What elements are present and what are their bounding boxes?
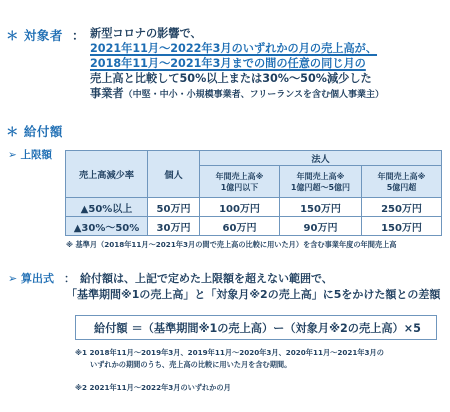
payment-heading: ＊ 給付額: [6, 124, 63, 139]
sub-header-2: 年間売上高※ 1億円超～5億円: [280, 166, 362, 198]
calc-line-1: 給付額は、上記で定めた上限額を超えない範囲で、: [80, 272, 333, 285]
table-row: [66, 198, 442, 217]
row-corp-1: 100万円: [200, 198, 280, 217]
target-heading: ＊ 対象者: [6, 28, 63, 43]
target-line-4: 売上高と比較して50%以上または30%～50%減少した: [90, 72, 372, 85]
formula-text: 給付額 ＝（基準期間※1の売上高）ー（対象月※2の売上高）×5: [94, 321, 421, 335]
row-rate: ▲30%～50%: [66, 217, 148, 236]
table-row: [66, 217, 442, 236]
target-line-1: 新型コロナの影響で、: [90, 27, 202, 40]
formula-box: [75, 315, 437, 340]
row-rate: ▲50%以上: [66, 198, 148, 217]
limit-label: ➢ 上限額: [8, 149, 52, 161]
sub-header-3: 年間売上高※ 5億円超: [362, 166, 442, 198]
target-line-2: 2021年11月～2022年3月のいずれかの月の売上高が、: [90, 42, 378, 55]
calc-line-2: 「基準期間※1の売上高」と「対象月※2の売上高」に5をかけた額との差額: [66, 288, 441, 301]
calc-label: ➢ 算出式: [8, 272, 55, 285]
col-corporate-header: 法人: [200, 151, 442, 166]
footnote-2: ※2 2021年11月～2022年3月のいずれかの月: [75, 383, 231, 392]
target-line-5-sub: （中堅・中小・小規模事業者、フリーランスを含む個人事業主）: [123, 90, 384, 100]
target-line-5-main: 事業者: [90, 87, 124, 100]
row-individual: 30万円: [148, 217, 200, 236]
target-colon: ：: [72, 28, 86, 43]
row-corp-1: 60万円: [200, 217, 280, 236]
row-corp-2: 90万円: [280, 217, 362, 236]
row-corp-2: 150万円: [280, 198, 362, 217]
footnote-1-line-2: いずれかの期間のうち、売上高の比較に用いた月を含む期間。: [90, 360, 292, 369]
target-line-3: 2018年11月～2021年3月までの間の任意の同じ月の: [90, 57, 366, 70]
table-footnote: ※ 基準月（2018年11月～2021年3月の間で売上高の比較に用いた月）を含む事業年度の年間売上高: [66, 240, 397, 249]
limit-table: [65, 150, 442, 236]
sub-header-1: 年間売上高※ 1億円以下: [200, 166, 280, 198]
row-corp-3: 250万円: [362, 198, 442, 217]
footnote-1-line-1: ※1 2018年11月～2019年3月、2019年11月～2020年3月、2020年11月～2021年3月の: [75, 348, 384, 357]
col-rate-header: 売上高減少率: [66, 151, 148, 198]
col-individual-header: 個人: [148, 151, 200, 198]
row-corp-3: 150万円: [362, 217, 442, 236]
target-line-5: [90, 86, 384, 103]
row-individual: 50万円: [148, 198, 200, 217]
calc-colon: ：: [64, 272, 75, 285]
